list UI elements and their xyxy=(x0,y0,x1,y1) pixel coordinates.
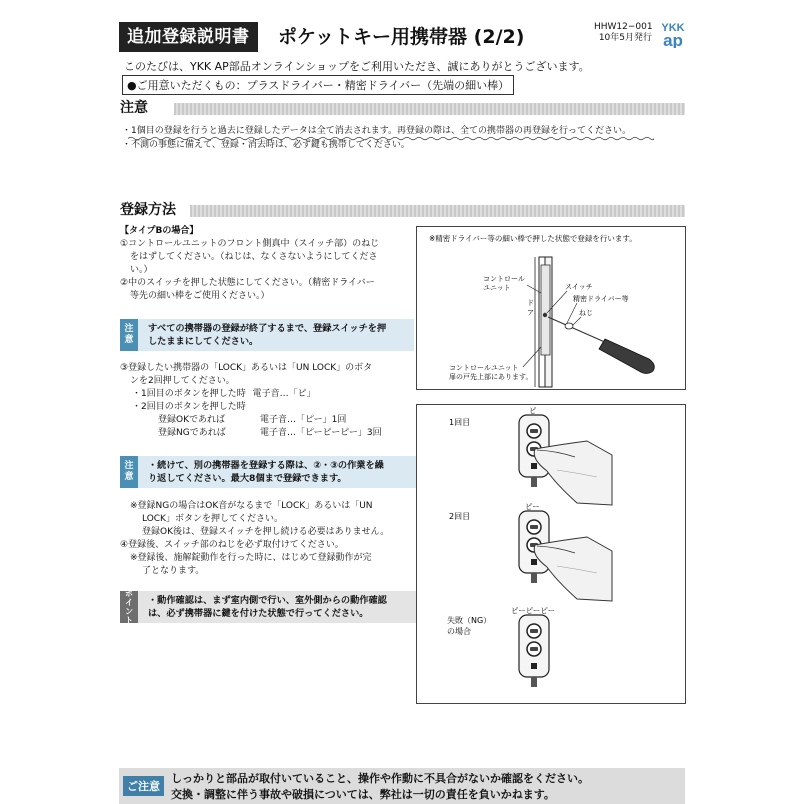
section-rule xyxy=(174,103,685,115)
ok-sound: 電子音…「ピー」1回 xyxy=(260,415,347,425)
step-line: ①コントロールユニットのフロント側真中（スイッチ部）のねじ xyxy=(120,239,380,249)
note-tag-char: 注 xyxy=(124,324,134,334)
point-tag-char: イ xyxy=(125,598,133,607)
label-screw: ねじ xyxy=(579,309,593,317)
document-code: HHW12−001 xyxy=(594,22,653,32)
press-sound: 電子音…「ピ」 xyxy=(252,389,316,399)
label-door: ド xyxy=(527,299,534,307)
label-first-press: 1回目 xyxy=(449,418,471,427)
svg-text:ap: ap xyxy=(663,31,683,48)
step-line: LOCK」ボタンを押してください。 xyxy=(142,514,283,524)
ng-label: 登録NGであれば xyxy=(158,428,226,438)
ng-note xyxy=(120,500,410,578)
emphasis-underline xyxy=(128,136,654,141)
label-fail: の場合 xyxy=(447,627,471,636)
note-tag-char: 注 xyxy=(124,461,134,471)
note-line: り返してください。最大8個まで登録できます。 xyxy=(148,473,347,484)
document-subtitle: ポケットキー用携帯器 (2/2) xyxy=(278,26,525,48)
sound-first: ピ xyxy=(529,406,537,415)
figure-button-press xyxy=(416,404,686,704)
caution-item: ・1個目の登録を行うと過去に登録したデータは全て消去されます。再登録の際は、全ての携帯器の再登録を行ってください。 xyxy=(122,126,632,136)
note-line: ・続けて、別の携帯器を登録する際は、②・③の作業を繰 xyxy=(148,460,384,471)
sound-second: ピー xyxy=(525,502,540,511)
point-line: ・動作確認は、まず室内側で行い、室外側からの動作確認 xyxy=(148,595,387,606)
label-fail: 失敗（NG） xyxy=(447,616,492,625)
svg-text:YKK: YKK xyxy=(661,22,685,34)
note-tag xyxy=(120,319,138,351)
control-unit-shape xyxy=(541,265,550,355)
label-unit: コントロール xyxy=(483,275,525,283)
type-label: 【タイプBの場合】 xyxy=(120,226,199,236)
step-line: ②中のスイッチを押した状態にしてください。（精密ドライバー xyxy=(120,278,375,288)
step-2 xyxy=(120,277,410,303)
document-title: 追加登録説明書 xyxy=(119,22,258,52)
point-tag xyxy=(120,591,138,623)
note-tag-char: 意 xyxy=(124,335,134,345)
footer-notice xyxy=(119,768,685,804)
label-driver: 精密ドライバー等 xyxy=(573,295,629,303)
step-line: ③登録したい携帯器の「LOCK」あるいは「UN LOCK」のボタ xyxy=(120,363,373,373)
label-switch: スイッチ xyxy=(565,283,593,291)
step-3 xyxy=(120,362,410,440)
remote-illustration xyxy=(417,405,685,703)
footer-line: 交換・調整に伴う事故や破損については、弊社は一切の責任を負いかねます。 xyxy=(171,788,555,801)
label-location: コントロールユニット xyxy=(449,364,519,372)
driver-illustration xyxy=(417,227,685,389)
ykk-ap-logo xyxy=(658,20,688,48)
note-tag-char: 意 xyxy=(124,472,134,482)
label-door: ア xyxy=(527,309,534,317)
remote-fail xyxy=(519,615,549,687)
method-section-header xyxy=(120,199,685,219)
figure-driver-switch xyxy=(416,226,686,390)
footer-line: しっかりと部品が取付いていること、操作や作動に不具合がないか確認をください。 xyxy=(171,772,589,785)
step-line: 登録OK後は、登録スイッチを押し続ける必要はありません。 xyxy=(142,527,390,537)
sound-fail: ピーピーピー xyxy=(511,606,556,615)
point-box xyxy=(120,591,422,623)
note-box-repeat xyxy=(120,456,422,488)
switch-hole xyxy=(543,313,547,317)
label-location: 扉の戸先上部にあります。 xyxy=(449,373,533,381)
method-instructions xyxy=(120,225,410,303)
note-line: すべての携帯器の登録が終了するまで、登録スイッチを押 xyxy=(148,323,387,334)
caution-heading: 注意 xyxy=(120,100,148,116)
note-line: したままにしてください。 xyxy=(148,336,259,347)
ng-sound: 電子音…「ピーピーピー」3回 xyxy=(260,428,382,438)
point-tag-char: ン xyxy=(125,607,133,616)
step-line: ※登録後、施解錠動作を行った時に、はじめて登録動作が完 xyxy=(130,553,372,563)
note-tag xyxy=(120,456,138,488)
method-heading: 登録方法 xyxy=(120,202,176,218)
screw-shape xyxy=(565,323,573,329)
driver-handle xyxy=(599,339,654,374)
point-tag-char: ト xyxy=(125,616,133,625)
point-line: は、必ず携帯器に鍵を付けた状態で行ってください。 xyxy=(148,608,369,619)
figure-caption: ※精密ドライバー等の細い棒で押した状態で登録を行います。 xyxy=(429,234,637,243)
document-code-block xyxy=(594,22,652,44)
label-unit: ユニット xyxy=(483,284,511,292)
ok-row xyxy=(120,414,410,427)
footer-text xyxy=(171,771,589,803)
step-4: ④登録後、スイッチ部のねじを必ず取付けてください。 xyxy=(120,540,344,550)
press-row xyxy=(120,388,410,401)
step-line: 了となります。 xyxy=(142,566,205,576)
section-rule xyxy=(190,205,685,217)
issue-date: 10年5月発行 xyxy=(598,33,652,43)
point-tag-char: ポ xyxy=(125,589,133,598)
step-line: をはずしてください。（ねじは、なくさないようにしてくださ xyxy=(130,252,378,262)
step-line: ンを2回押してください。 xyxy=(130,376,235,386)
press-label: ・2回目のボタンを押した時 xyxy=(132,402,246,412)
footer-tag: ご注意 xyxy=(123,776,164,796)
step-1 xyxy=(120,238,410,277)
caution-item: ・不測の事態に備えて、登録・消去時は、必ず鍵も携帯してください。 xyxy=(122,140,410,150)
ok-label: 登録OKであれば xyxy=(158,415,225,425)
intro-text: このたびは、YKK AP部品オンラインショップをご利用いただき、誠にありがとうございます。 xyxy=(124,60,590,73)
step-line: い。） xyxy=(130,265,153,275)
note-box-switch xyxy=(120,319,414,351)
step-line: ※登録NGの場合はOK音がなるまで「LOCK」あるいは「UN xyxy=(130,501,373,511)
step-line: 等先の細い棒をご使用ください。） xyxy=(130,291,270,301)
press-label: ・1回目のボタンを押した時 xyxy=(132,389,246,399)
required-tools: ●ご用意いただくもの：プラスドライバー・精密ドライバー（先端の細い棒） xyxy=(122,75,514,95)
caution-section-header xyxy=(120,97,685,117)
label-second-press: 2回目 xyxy=(449,512,471,521)
ng-row xyxy=(120,427,410,440)
